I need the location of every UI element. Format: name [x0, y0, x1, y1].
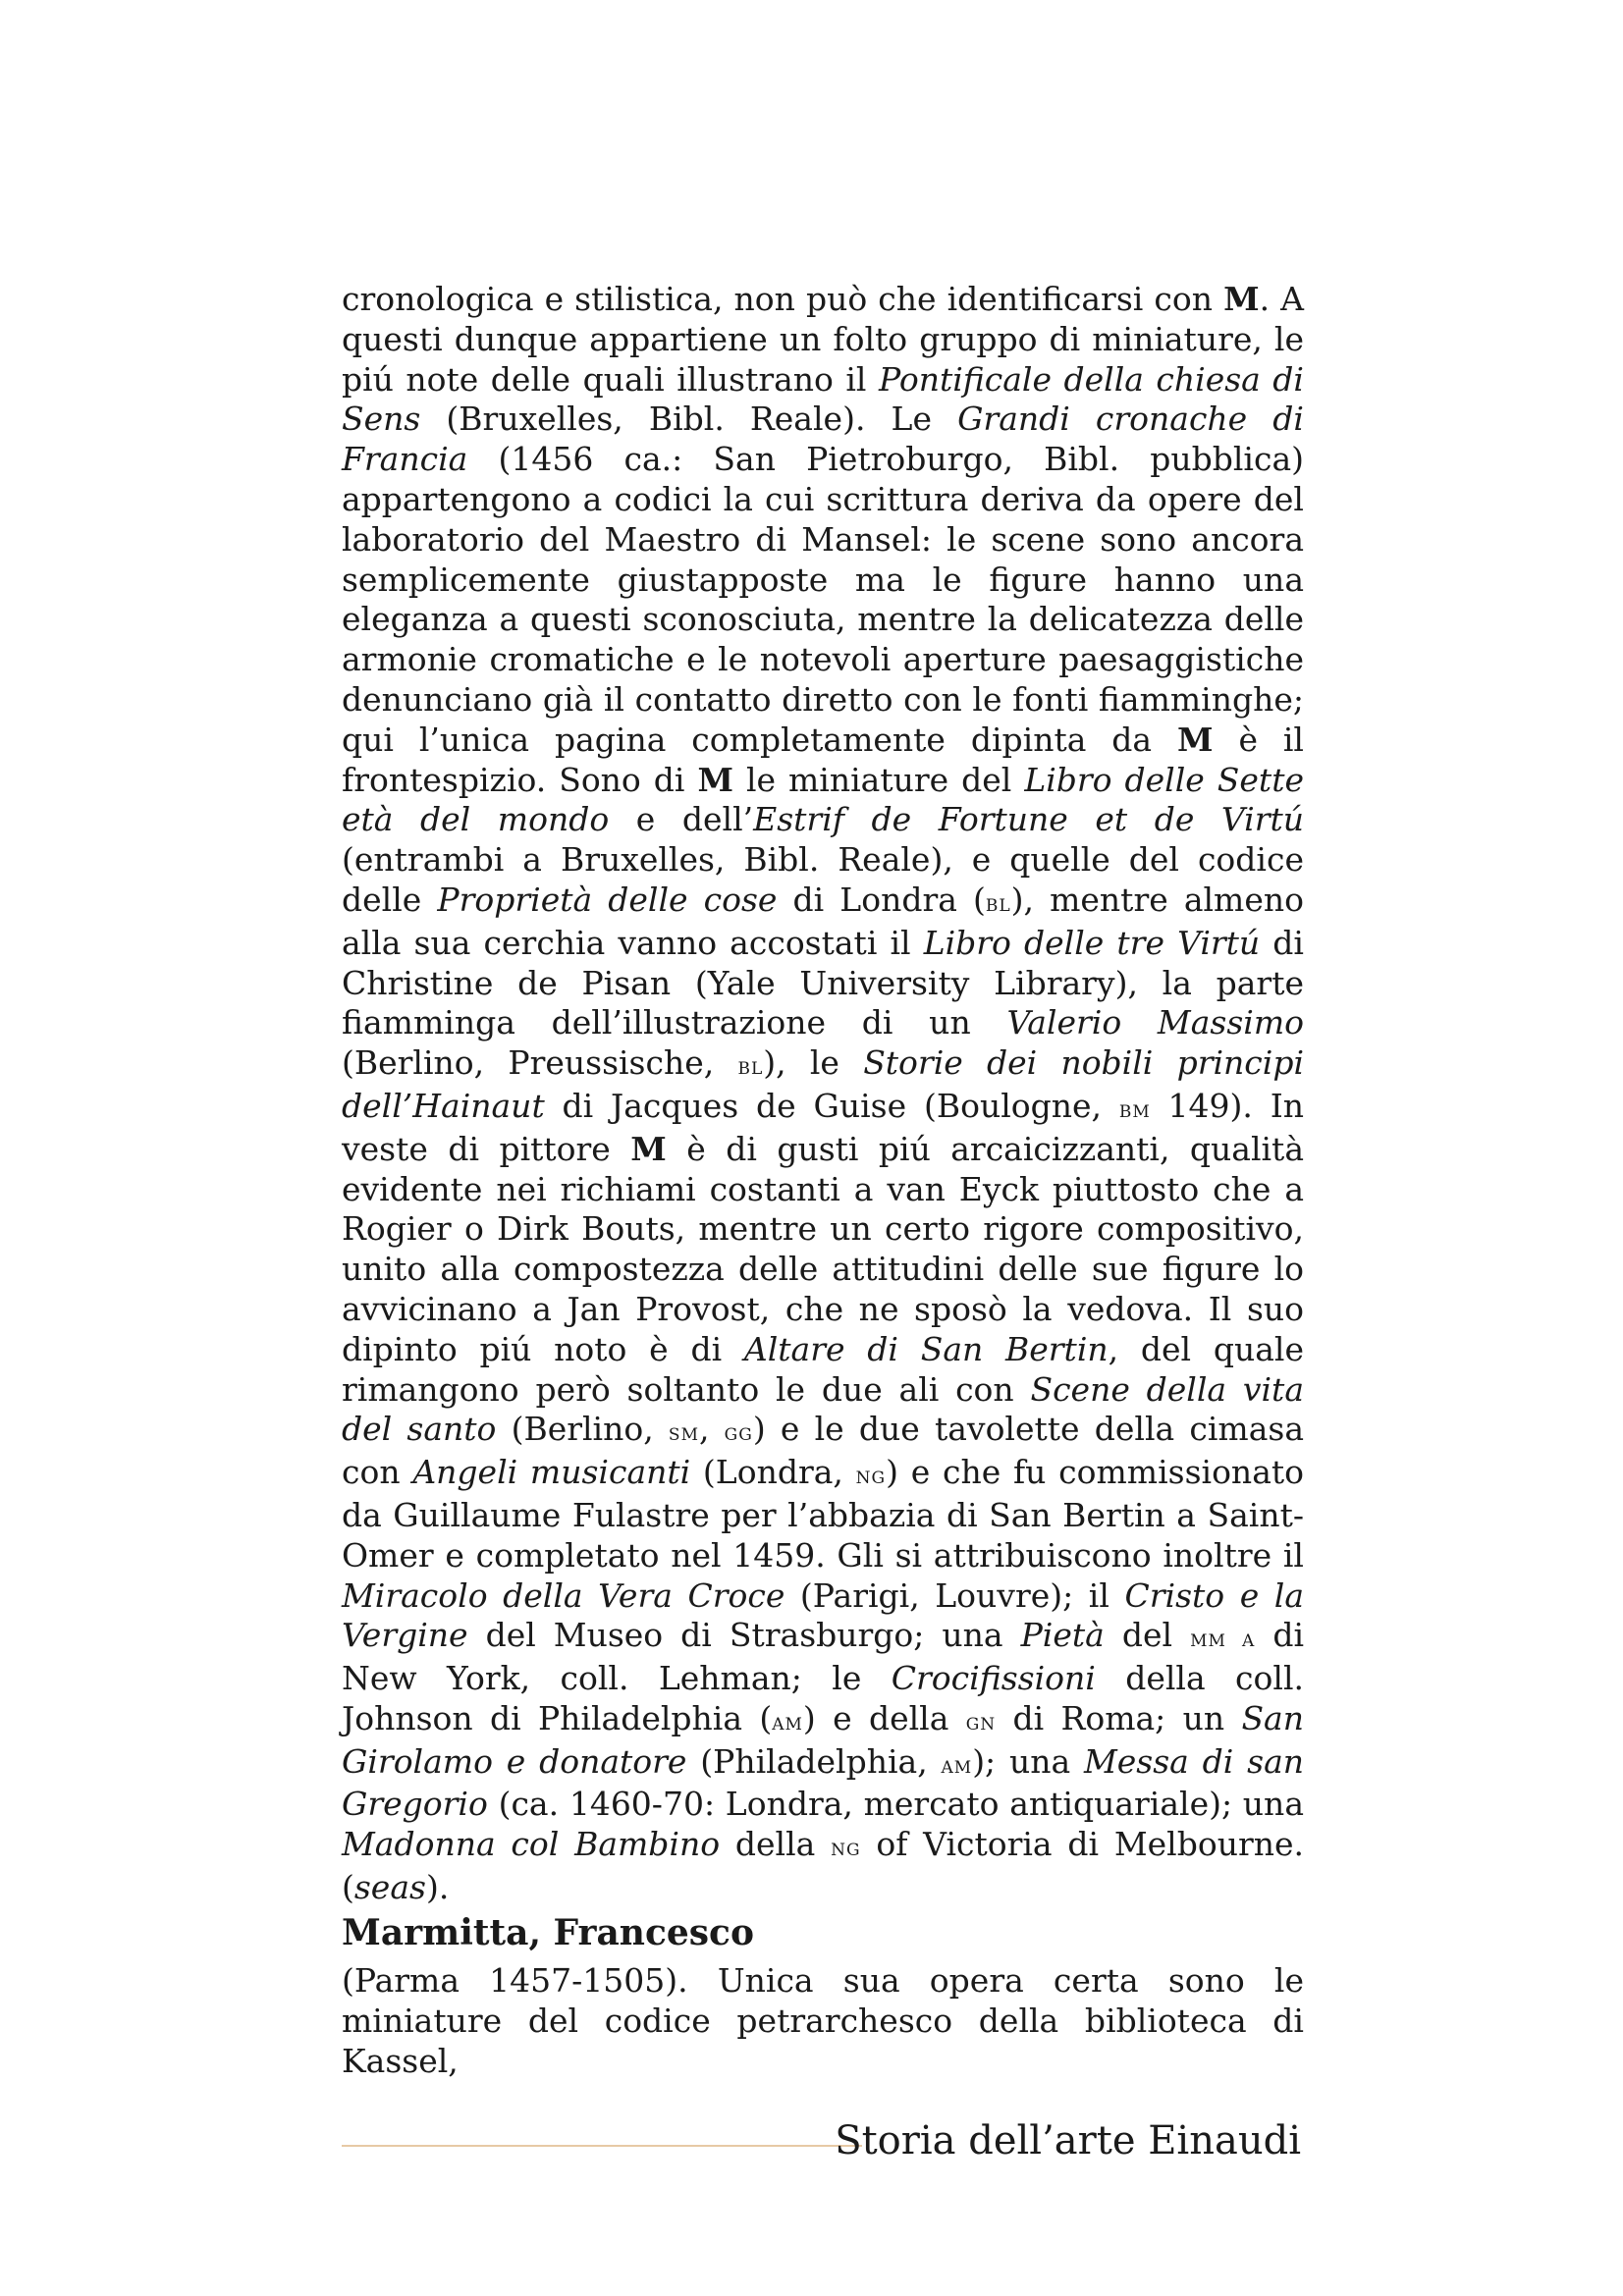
abbrev-smallcaps: bl [985, 888, 1011, 917]
text-run: (Parigi, Louvre); il [784, 1575, 1125, 1615]
text-run: della coll. Johnson di Philadelphia ( [342, 1659, 1304, 1737]
work-title: Madonna col Bambino [342, 1825, 721, 1864]
text-run: ) e le due tavolette della cimasa con [342, 1410, 1304, 1492]
work-title: Crocifissioni [891, 1659, 1096, 1698]
work-title: Altare di San Bertin [743, 1329, 1109, 1368]
bold-abbrev: M [697, 760, 733, 799]
text-run: . A questi dunque appartiene un folto gruppo di miniature, le piú note delle quali illustrano il [342, 280, 1305, 399]
work-title: Scene della vita del santo [342, 1369, 1304, 1449]
work-title: Messa di san Gregorio [342, 1741, 1305, 1824]
abbrev-smallcaps: gg [724, 1418, 753, 1447]
text-run: ) e della [802, 1698, 966, 1737]
text-run: di Roma; un [996, 1698, 1242, 1737]
work-title: Pietà [1020, 1616, 1105, 1655]
text-run: (Philadelphia, [686, 1741, 942, 1781]
work-title: Estrif de Fortune et de Virtú [753, 800, 1305, 839]
entry-heading: Marmitta, Francesco [342, 1912, 754, 1953]
abbrev-smallcaps: sm [668, 1418, 699, 1447]
text-run: of Victoria di Melbourne. ( [342, 1825, 1304, 1907]
work-title: Libro delle tre Virtú [923, 923, 1261, 962]
abbrev-smallcaps: gn [965, 1707, 997, 1735]
work-title: Miracolo della Vera Croce [342, 1575, 785, 1615]
work-title: Angeli musicanti [412, 1453, 691, 1492]
abbrev-smallcaps: ng [831, 1834, 861, 1862]
work-title: Storie dei nobili principi dell’Hainaut [342, 1043, 1304, 1125]
bold-abbrev: M [1223, 280, 1260, 318]
text-run: (ca. 1460-70: Londra, mercato antiquariale); una [487, 1785, 1304, 1824]
text-run: ), mentre almeno alla sua cerchia vanno accostati il [342, 880, 1305, 962]
text-run: (Berlino, [496, 1410, 669, 1449]
work-title: San Girolamo e donatore [342, 1698, 1304, 1781]
text-run: della [720, 1825, 832, 1864]
text-run: di Christine de Pisan (Yale University Library), la parte fiamminga dell’illustrazione di un [342, 923, 1304, 1042]
text-run: cronologica e stilistica, non può che identificarsi con [342, 280, 1224, 318]
text-run: ); una [972, 1741, 1084, 1781]
text-run: del [1104, 1616, 1191, 1655]
text-run: , del quale rimangono però soltanto le due ali con [342, 1329, 1304, 1409]
text-run: (1456 ca.: San Pietroburgo, Bibl. pubblica) appartengono a codici la cui scrittura deriva da opere del laboratorio del Maestro di Mansel: le scene sono ancora semplicemente giustapposte ma le figure hanno una eleganza a questi sconosciuta, mentre la delicatezza delle armonie cromatiche e le notevoli aperture paesaggistiche denunciano già il contatto diretto con le fonti fiamminghe; qui l’unica pagina completamente dipinta da [342, 440, 1304, 759]
abbrev-smallcaps: mm a [1190, 1625, 1256, 1653]
bold-abbrev: M [630, 1129, 667, 1168]
bold-abbrev: M [1177, 720, 1214, 759]
text-run: è di gusti piú arcaicizzanti, qualità evidente nei richiami costanti a van Eyck piuttosto che a Rogier o Dirk Bouts, mentre un certo rigore compositivo, unito alla compostezza delle attitudini delle sue figure lo avvicinano a Jan Provost, che ne sposò la vedova. Il suo dipinto piú noto è di [342, 1129, 1304, 1368]
work-title: Valerio Massimo [1006, 1003, 1304, 1042]
footer-rule [342, 2145, 862, 2147]
text-run: e dell’ [609, 800, 754, 839]
work-title: Pontificale della chiesa di Sens [342, 359, 1304, 439]
text-run: è il frontespizio. Sono di [342, 720, 1304, 799]
abbrev-smallcaps: bm [1118, 1095, 1151, 1123]
entry-continuation-paragraph [342, 280, 1304, 1908]
text-run: (Berlino, Preussische, [342, 1043, 738, 1083]
work-title: Grandi cronache di Francia [342, 400, 1304, 479]
work-title: Proprietà delle cose [437, 880, 778, 919]
text-run: 149). In veste di pittore [342, 1086, 1304, 1168]
text-run: di New York, coll. Lehman; le [342, 1616, 1304, 1698]
text-run: del Museo di Strasburgo; una [467, 1616, 1021, 1655]
abbrev-smallcaps: am [941, 1750, 973, 1779]
text-run: (entrambi a Bruxelles, Bibl. Reale), e quelle del codice delle [342, 840, 1304, 919]
text-run: di Londra ( [777, 880, 986, 919]
text-run: ). [425, 1868, 450, 1907]
work-title: Libro delle Sette età del mondo [342, 760, 1304, 839]
entry-body: (Parma 1457-1505). Unica sua opera certa sono le miniature del codice petrarchesco della biblioteca di Kassel, [342, 1961, 1304, 2080]
text-run: le miniature del [732, 760, 1025, 799]
main-text-block [342, 280, 1304, 1908]
author-initials: seas [353, 1868, 426, 1907]
footer-title: Storia dell’arte Einaudi [835, 2118, 1301, 2163]
text-run: di Jacques de Guise (Boulogne, [544, 1086, 1119, 1125]
text-run: (Bruxelles, Bibl. Reale). Le [420, 400, 958, 439]
abbrev-smallcaps: ng [855, 1462, 887, 1490]
text-run: ) e che fu commissionato da Guillaume Fulastre per l’abbazia di San Bertin a Saint-Omer e completato nel 1459. Gli si attribuiscono inoltre il [342, 1453, 1304, 1575]
abbrev-smallcaps: bl [737, 1052, 764, 1081]
text-run: ), le [763, 1043, 864, 1083]
text-run: , [698, 1410, 725, 1449]
abbrev-smallcaps: am [772, 1707, 803, 1735]
text-run: (Londra, [690, 1453, 856, 1492]
work-title: Cristo e la Vergine [342, 1575, 1305, 1655]
